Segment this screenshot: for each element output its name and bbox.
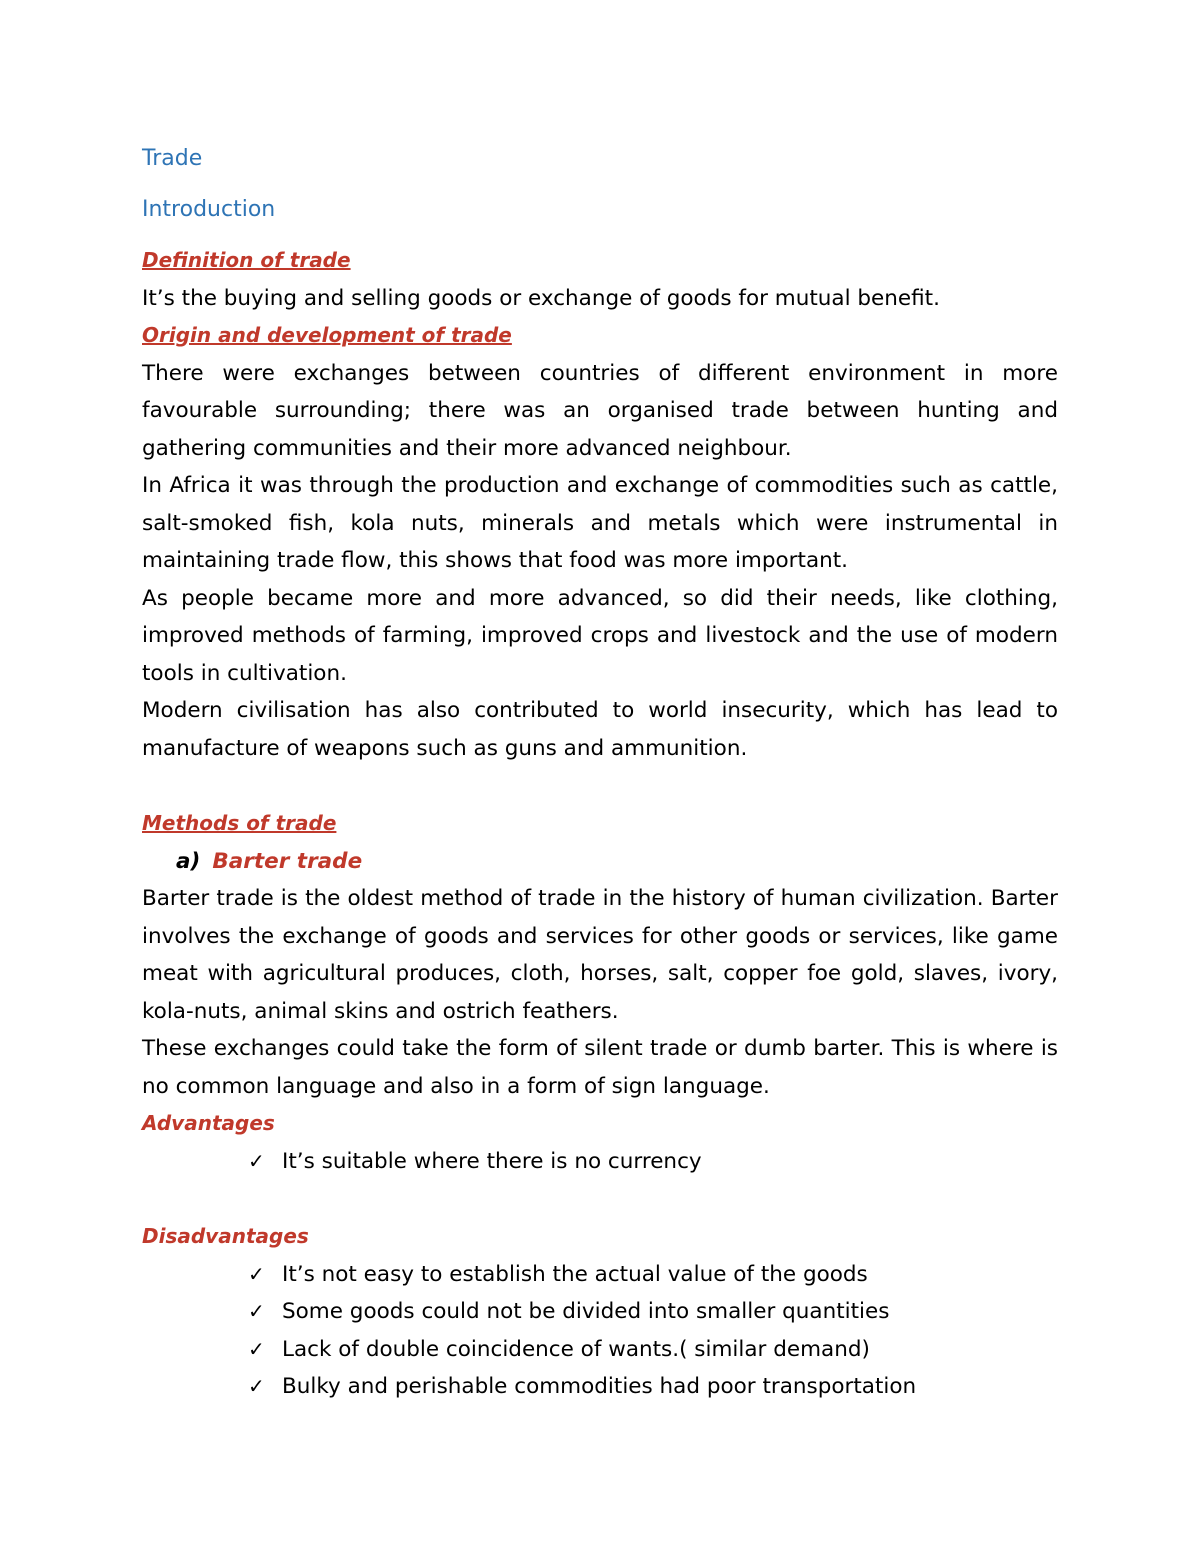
list-item xyxy=(142,1293,1058,1331)
advantages-heading: Advantages xyxy=(142,1111,275,1135)
disadvantage-text: Lack of double coincidence of wants.( similar demand) xyxy=(282,1336,870,1362)
list-item xyxy=(142,1143,1058,1181)
disadvantages-heading: Disadvantages xyxy=(142,1224,309,1248)
check-icon: ✓ xyxy=(248,1148,265,1173)
barter-paragraph-2: These exchanges could take the form of silent trade or dumb barter. This is where is no common language and also in a form of sign language. xyxy=(142,1036,1058,1099)
origin-paragraph-4: Modern civilisation has also contributed to world insecurity, which has lead to manufacture of weapons such as guns and ammunition. xyxy=(142,698,1058,761)
check-icon: ✓ xyxy=(248,1261,265,1286)
list-item xyxy=(142,1368,1058,1406)
barter-subheading xyxy=(142,843,1058,881)
check-icon: ✓ xyxy=(248,1299,265,1323)
advantages-list xyxy=(142,1143,1058,1181)
list-item xyxy=(142,1331,1058,1369)
disadvantages-list xyxy=(142,1256,1058,1406)
spacer xyxy=(142,767,1058,805)
intro-heading: Introduction xyxy=(142,197,276,222)
definition-heading: Definition of trade xyxy=(142,248,351,272)
disadvantage-text: It’s not easy to establish the actual value of the goods xyxy=(282,1261,868,1287)
disadvantage-text: Some goods could not be divided into smaller quantities xyxy=(282,1299,890,1324)
list-item xyxy=(142,1256,1058,1294)
barter-paragraph-1: Barter trade is the oldest method of trade in the history of human civilization. Barter involves the exchange of goods and services for other goods or services, like game meat with agricultural produces, cloth, horses, salt, copper foe gold, slaves, ivory, kola-nuts, animal skins and ostrich feathers. xyxy=(142,886,1058,1024)
spacer xyxy=(142,1180,1058,1218)
origin-paragraph-2: In Africa it was through the production and exchange of commodities such as cattle, salt-smoked fish, kola nuts, minerals and metals which were instrumental in maintaining trade flow, this shows that food was more important. xyxy=(142,473,1058,573)
advantage-text: It’s suitable where there is no currency xyxy=(282,1148,702,1174)
barter-heading: Barter trade xyxy=(212,848,363,874)
check-icon: ✓ xyxy=(248,1336,265,1361)
methods-heading: Methods of trade xyxy=(142,811,337,835)
spacer xyxy=(142,177,1058,191)
definition-text: It’s the buying and selling goods or exchange of goods for mutual benefit. xyxy=(142,285,940,311)
document-title: Trade xyxy=(142,146,203,171)
origin-paragraph-3: As people became more and more advanced, so did their needs, like clothing, improved methods of farming, improved crops and livestock and the use of modern tools in cultivation. xyxy=(142,585,1058,686)
sub-marker: a) xyxy=(176,848,201,874)
origin-paragraph-1: There were exchanges between countries of different environment in more favourable surrounding; there was an organised trade between hunting and gathering communities and their more advanced neighbour. xyxy=(142,360,1058,461)
disadvantage-text: Bulky and perishable commodities had poor transportation xyxy=(282,1374,917,1399)
document-content xyxy=(142,140,1058,1406)
check-icon: ✓ xyxy=(248,1374,265,1398)
spacer xyxy=(142,228,1058,242)
origin-heading: Origin and development of trade xyxy=(142,323,512,347)
